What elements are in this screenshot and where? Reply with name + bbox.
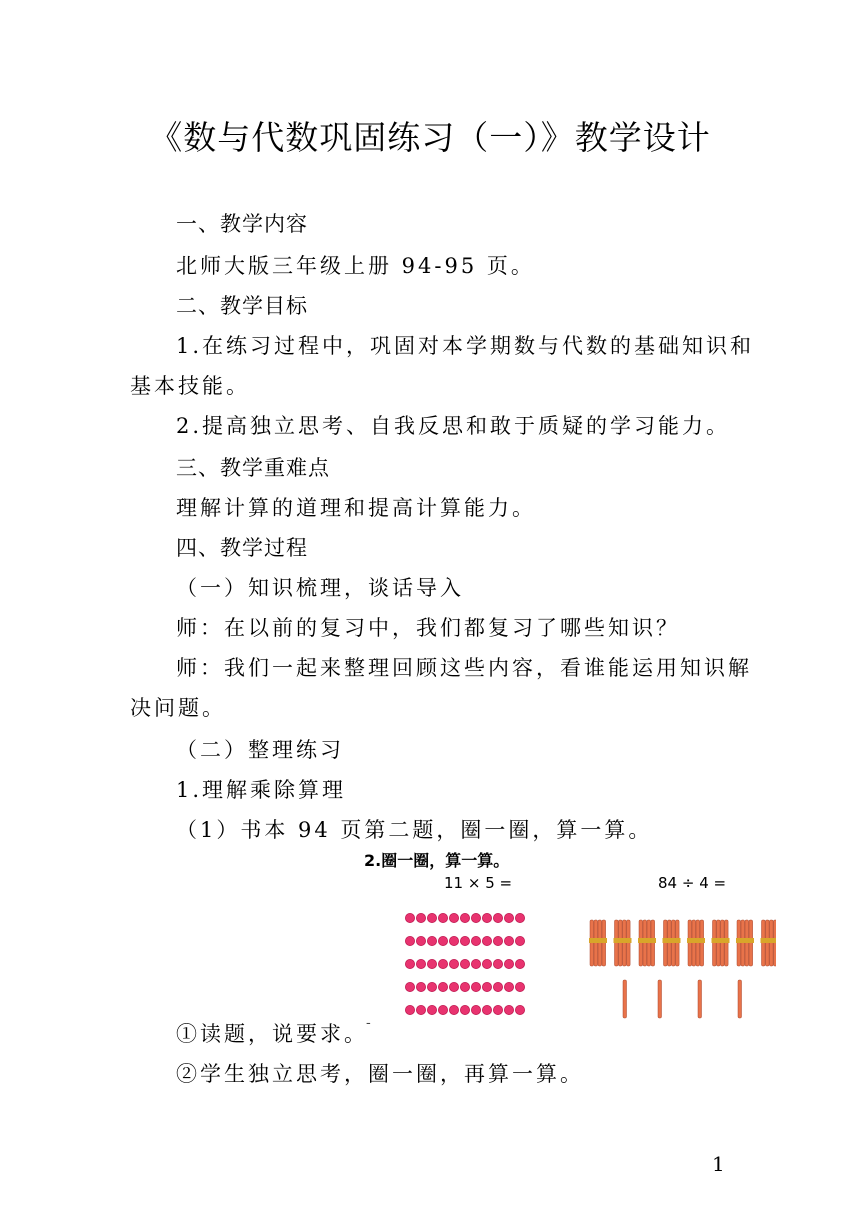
counting-dot [471,913,480,922]
counting-dot [460,959,469,968]
stick-bundle [761,920,777,966]
counting-dot [482,1005,491,1014]
item-1: 1.理解乘除算理 [176,778,347,802]
counting-dot [427,913,436,922]
stick-bundle [663,920,681,966]
subsection-2: （二）整理练习 [176,738,344,762]
counting-dot [416,982,425,991]
counting-dot [504,913,513,922]
teacher-line-2b: 决问题。 [130,696,226,720]
stick-bundle [712,920,730,966]
counting-dot [504,982,513,991]
counting-dot [515,959,524,968]
single-stick [623,980,627,1018]
counting-dot [460,982,469,991]
counting-dot [493,959,502,968]
counting-dot [515,1005,524,1014]
counting-dot [504,959,513,968]
counting-dot [504,1005,513,1014]
counting-dot [438,1005,447,1014]
counting-dot [504,936,513,945]
single-stick [738,980,742,1018]
counting-dot [460,913,469,922]
subsection-1: （一）知识梳理，谈话导入 [176,576,464,600]
counting-dot [405,1005,414,1014]
counting-illustration [358,842,776,1022]
section-heading-process: 四、教学过程 [176,536,308,560]
counting-dot [449,982,458,991]
counting-dot [438,959,447,968]
counting-dot [427,936,436,945]
counting-dot [460,1005,469,1014]
single-stick [658,980,662,1018]
document-title: 《数与代数巩固练习（一）》教学设计 [149,118,711,157]
counting-dot [471,982,480,991]
counting-dot [438,913,447,922]
counting-dot [515,936,524,945]
step-1: ①读题，说要求。 [176,1022,368,1046]
counting-dot [416,913,425,922]
equation-multiply: 11 × 5 = [444,874,513,892]
counting-dot [493,1005,502,1014]
counting-dot [482,982,491,991]
step-2: ②学生独立思考，圈一圈，再算一算。 [176,1062,584,1086]
content-text: 北师大版三年级上册 94-95 页。 [176,254,535,278]
counting-dot [405,913,414,922]
counting-dot [515,913,524,922]
counting-dot [427,959,436,968]
counting-dot [515,982,524,991]
single-stick [698,980,702,1018]
counting-dot [438,982,447,991]
counting-dot [416,936,425,945]
exercise-figure [358,842,776,1022]
counting-dot [493,982,502,991]
stray-mark: - [366,1015,371,1031]
counting-dot [405,936,414,945]
stick-bundle [736,920,754,966]
stick-bundle [687,920,705,966]
key-points-text: 理解计算的道理和提高计算能力。 [176,496,536,520]
goal-1-line-1: 1.在练习过程中，巩固对本学期数与代数的基础知识和 [176,334,755,358]
stick-bundle [589,920,607,966]
counting-dot [471,959,480,968]
goal-2: 2.提高独立思考、自我反思和敢于质疑的学习能力。 [176,414,731,438]
stick-bundle [614,920,632,966]
counting-dot [482,936,491,945]
counting-dot [449,959,458,968]
counting-dot [416,959,425,968]
counting-dot [449,1005,458,1014]
equation-divide: 84 ÷ 4 = [658,874,727,892]
counting-dot [493,936,502,945]
counting-dot [493,913,502,922]
section-heading-goals: 二、教学目标 [176,294,308,318]
counting-dot [482,913,491,922]
item-1-1: （1）书本 94 页第二题，圈一圈，算一算。 [176,818,653,842]
figure-caption: 2.圈一圈，算一算。 [364,851,510,870]
section-heading-key-points: 三、教学重难点 [176,456,330,480]
counting-dot [438,936,447,945]
section-heading-content: 一、教学内容 [176,212,308,236]
counting-dot [482,959,491,968]
goal-1-line-2: 基本技能。 [130,374,250,398]
teacher-line-2a: 师：我们一起来整理回顾这些内容，看谁能运用知识解 [176,656,752,680]
counting-dot [449,913,458,922]
counting-dot [427,982,436,991]
teacher-line-1: 师：在以前的复习中，我们都复习了哪些知识？ [176,616,680,640]
counting-dot [471,1005,480,1014]
counting-dot [416,1005,425,1014]
counting-dot [449,936,458,945]
page-number: 1 [712,1152,725,1176]
counting-dot [460,936,469,945]
counting-dot [471,936,480,945]
stick-bundle [638,920,656,966]
counting-dot [427,1005,436,1014]
counting-dot [405,959,414,968]
counting-dot [405,982,414,991]
